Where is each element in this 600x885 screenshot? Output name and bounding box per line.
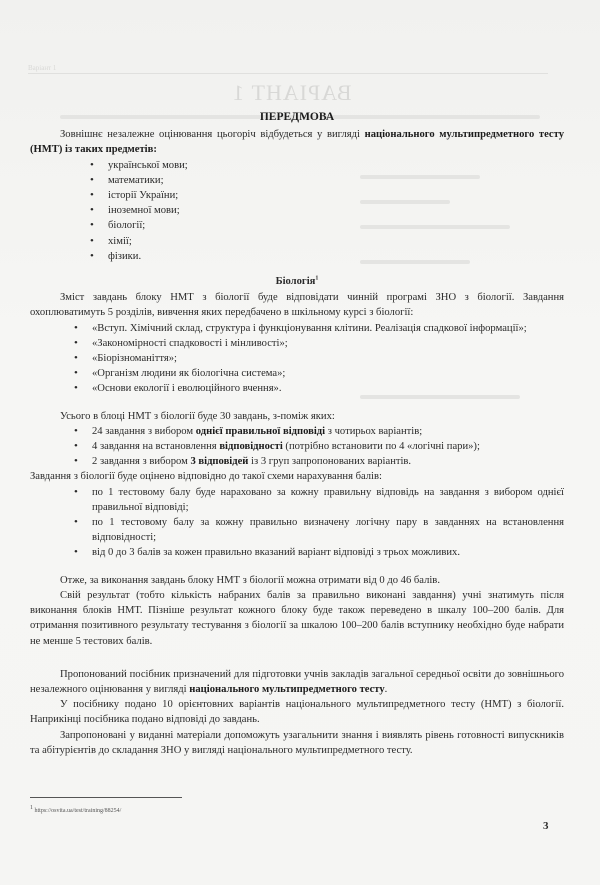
ghost-rule [28,73,548,74]
page-number: 3 [543,820,549,832]
guide-text: Пропонований посібник призначений для підготовки учнів закладів загальної середньої освіти до зовнішнього незалежного оцінювання у вигляді [30,668,564,695]
task-text: 24 завдання з вибором [92,425,196,437]
list-item: • історії України; [90,188,564,203]
list-item: • «Основи екології і еволюційного вчення». [74,381,564,396]
task-text: із 3 груп запропонованих варіантів. [248,456,412,468]
guide-bold: національного мультипредметного тесту [189,683,385,695]
ghost-header: Варіант 1 [28,64,57,72]
intro-colon: : [153,144,157,156]
tasks-intro: Усього в блоці НМТ з біології буде 30 завдань, з-поміж яких: [60,410,335,422]
section-title-biology [30,274,564,289]
materials-paragraph: Запропоновані у виданні матеріали допоможуть узагальнити знання і виявлять рівень готовності випускників та абітурієнтів до складання ЗНО у вигляді національного мультипредметного тесту. [30,729,564,756]
topics-list [30,321,564,397]
list-item: • «Біорізноманіття»; [74,351,564,366]
section-title-text: Біологія [275,276,316,288]
document-body [30,110,564,758]
list-item: • математики; [90,173,564,188]
list-item: • по 1 тестовому балу за кожну правильно визначену логічну пару в завданнях на встановлення відповідності; [74,515,564,545]
guide-paragraph [30,667,564,697]
task-bold: відповідності [219,441,283,453]
task-text: з чотирьох варіантів; [325,425,423,437]
total-paragraph: Отже, за виконання завдань блоку НМТ з біології можна отримати від 0 до 46 балів. [60,574,440,586]
guide-period: . [384,683,388,695]
list-item [74,424,564,439]
list-item: • «Організм людини як біологічна система»; [74,366,564,381]
variants-paragraph: У посібнику подано 10 орієнтовних варіантів національного мультипредметного тесту (НМТ) з біології. Наприкінці посібника подано відповіді до завдань. [30,699,564,726]
list-item: • фізики. [90,249,564,264]
tasks-list [30,424,564,470]
list-item: • по 1 тестовому балу буде нараховано за кожну правильну відповідь на завдання з вибором однієї правильної відповіді; [74,485,564,515]
task-text: 2 завдання з вибором [92,456,191,468]
footnote-ref[interactable]: 1 [315,275,319,282]
task-text: (потрібно встановити по 4 «логічні пари»); [282,441,480,453]
task-bold: 3 відповідей [190,456,249,468]
footnote-link[interactable]: https://osvita.ua/test/training/88254/ [34,808,122,814]
intro-paragraph [30,127,564,157]
task-bold: однієї правильної відповіді [195,425,326,437]
list-item [74,439,564,454]
footnote [30,805,122,814]
subjects-list [30,158,564,264]
list-item: • хімії; [90,234,564,249]
list-item: • «Вступ. Хімічний склад, структура і функціонування клітини. Реалізація спадкової інформації»; [74,321,564,336]
list-item: • української мови; [90,158,564,173]
result-paragraph: Свій результат (тобто кількість набраних балів за правильно виконані завдання) учні знатимуть після виконання блоків НМТ. Пізніше результат кожного блоку буде також переведено в шкалу 100–200 балів. Для отримання позитивного результату тестування з біології за шкалою 100–200 балів вступнику необхідно буде набрати не менше 5 тестових балів. [30,589,564,647]
content-paragraph: Зміст завдань блоку НМТ з біології буде відповідати чинній програмі ЗНО з біології. Завдання охоплюватимуть 5 розділів, вивчення яких передбачено в шкільному курсі з біології: [30,292,564,319]
list-item: • іноземної мови; [90,203,564,218]
list-item [74,454,564,469]
list-item: • від 0 до 3 балів за кожен правильно вказаний варіант відповіді з трьох можливих. [74,545,564,560]
scoring-list [30,485,564,561]
list-item: • «Закономірності спадковості і мінливості»; [74,336,564,351]
footnote-number: 1 [30,805,33,811]
intro-bold: національного мультипредметного тесту (НМТ) із таких предметів [30,129,564,156]
list-item: • біології; [90,218,564,233]
task-text: 4 завдання на встановлення [92,441,220,453]
page-title: ПЕРЕДМОВА [259,111,335,123]
intro-text: Зовнішнє незалежне оцінювання цьогоріч відбудеться у вигляді [60,129,365,141]
ghost-title: ВАРІАНТ 1 [232,80,352,105]
scoring-intro: Завдання з біології буде оцінено відповідно до такої схеми нарахування балів: [30,471,382,483]
footnote-divider [30,797,182,798]
